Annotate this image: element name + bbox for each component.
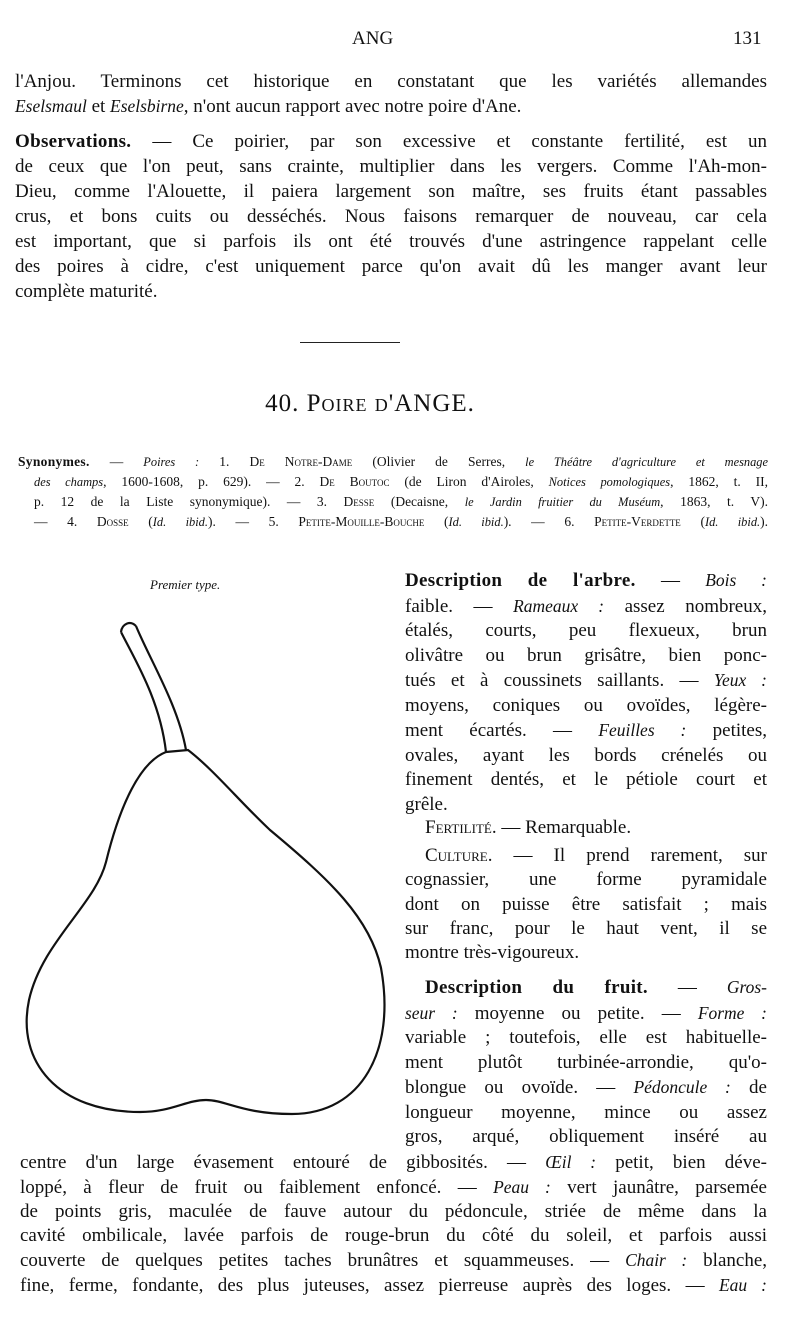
run-in-heading: Description du fruit. — [425, 977, 648, 998]
italic-text: Forme : — [697, 1002, 767, 1023]
text-run: (Olivier de Serres, — [352, 454, 526, 469]
tree-description — [405, 568, 767, 817]
text-line — [405, 768, 767, 793]
italic-text: le Jardin fruitier du Muséum — [464, 495, 661, 509]
italic-text: Feuilles : — [598, 720, 687, 740]
text-run: Dieu, comme l'Alouette, il paiera largement son maître, ses fruits étant passables — [15, 181, 767, 202]
text-line — [405, 893, 767, 917]
small-caps-text: Culture. — [425, 845, 493, 866]
text-line — [405, 941, 767, 965]
italic-text: Œil : — [545, 1152, 597, 1172]
pear-stem — [121, 623, 186, 752]
text-run: — — [647, 977, 727, 998]
italic-text: Chair : — [625, 1250, 688, 1270]
italic-text: Poires : — [143, 455, 200, 469]
text-run: cavité ombilicale, lavée parfois de rouge-brun du côté du soleil, et parfois aussi — [20, 1225, 767, 1246]
text-line — [15, 179, 767, 204]
fruit-description — [405, 975, 767, 1150]
text-line — [15, 94, 767, 119]
text-run: 1. — [199, 454, 250, 469]
text-line — [18, 472, 768, 492]
text-line — [20, 1248, 767, 1273]
text-line — [15, 129, 767, 154]
text-run: — — [89, 454, 144, 469]
text-run: ). — [760, 514, 769, 529]
text-line — [20, 1273, 767, 1298]
text-line — [405, 718, 767, 744]
fertility-paragraph — [425, 816, 767, 840]
text-run: couverte de quelques petites taches brunâtres et squammeuses. — — [20, 1250, 626, 1271]
italic-text: Rameaux : — [513, 595, 605, 616]
text-run: sur franc, pour le haut vent, il se — [405, 917, 767, 939]
synonyms-paragraph — [18, 452, 768, 532]
text-line — [405, 1001, 767, 1027]
text-run: (Decaisne, — [374, 494, 465, 509]
text-run: ovales, ayant les bords crénelés ou — [405, 744, 767, 766]
text-line — [405, 868, 767, 892]
text-run: olivâtre ou brun grisâtre, bien ponc- — [405, 644, 767, 666]
text-run: étalés, courts, peu flexueux, brun — [405, 620, 767, 641]
culture-paragraph — [405, 844, 767, 965]
text-run: — Remarquable. — [496, 817, 632, 838]
text-run: tués et à coussinets saillants. — — [405, 670, 714, 691]
italic-text: Eselsbirne — [110, 96, 184, 116]
text-run: variable ; toutefois, elle est habituelle- — [405, 1027, 767, 1048]
small-caps-text: Petite-Verdette — [594, 514, 681, 529]
text-line — [405, 568, 767, 594]
text-line — [405, 1026, 767, 1051]
text-run: finement dentés, et le pétiole court et — [405, 769, 767, 790]
running-head: ANG — [352, 28, 394, 49]
small-caps-text: Dosse — [96, 514, 129, 529]
section-title-variety: d'ANGE. — [374, 390, 475, 417]
text-line — [405, 844, 767, 868]
text-run: complète maturité. — [15, 281, 158, 302]
small-caps-text: Desse — [343, 494, 375, 509]
text-line — [15, 204, 767, 229]
italic-text: seur : — [405, 1002, 458, 1023]
text-line — [15, 154, 767, 179]
text-run: ( — [128, 514, 153, 529]
run-in-heading: Synonymes. — [18, 454, 90, 469]
text-run: ( — [424, 514, 449, 529]
text-run: cognassier, une forme pyramidale — [405, 869, 767, 891]
text-line — [405, 1101, 767, 1126]
text-run: — Il prend rarement, sur — [492, 845, 767, 866]
observations-paragraph — [15, 129, 767, 304]
text-line — [405, 793, 767, 818]
italic-text: Eselsmaul — [15, 96, 87, 116]
text-line — [18, 512, 768, 532]
text-run: de ceux que l'on peut, sans crainte, multiplier dans les vergers. Comme l'Ah-mon- — [15, 156, 767, 177]
pear-illustration — [0, 600, 400, 1130]
text-line — [405, 1075, 767, 1101]
text-run: blongue ou ovoïde. — — [405, 1077, 634, 1098]
text-line — [20, 1200, 767, 1224]
italic-text: des champs — [34, 475, 104, 489]
italic-text: Id. ibid. — [448, 515, 504, 529]
italic-text: le Théâtre d'agriculture et mesnage — [525, 455, 769, 469]
text-run: ). — 6. — [503, 514, 595, 529]
italic-text: Peau : — [493, 1177, 551, 1197]
text-run: montre très-vigoureux. — [405, 942, 580, 964]
section-number: 40. — [265, 390, 300, 417]
text-run: crus, et bons cuits ou desséchés. Nous faisons remarquer de nouveau, car cela — [15, 206, 767, 227]
fruit-description-continued — [20, 1150, 767, 1298]
italic-text: Bois : — [705, 570, 767, 590]
page-number: 131 — [733, 28, 762, 49]
section-title — [0, 390, 740, 418]
run-in-heading: Description de l'arbre. — [405, 570, 636, 591]
text-run: et — [86, 96, 111, 117]
text-run: loppé, à fleur de fruit ou faiblement enfoncé. — — [20, 1177, 494, 1198]
text-line — [20, 1224, 767, 1248]
text-run: de — [730, 1077, 767, 1098]
text-run: ment plutôt turbinée-arrondie, qu'o- — [405, 1051, 767, 1073]
italic-text: Id. ibid. — [152, 515, 208, 529]
text-run: de points gris, maculée de fauve autour du pédoncule, striée de même dans la — [20, 1201, 767, 1222]
text-line — [405, 1051, 767, 1076]
text-run: (de Liron d'Airoles, — [389, 474, 549, 489]
italic-text: Notices pomologiques — [548, 475, 671, 489]
text-run: est important, que si parfois ils ont été trouvés d'une astringence rappelant celle — [15, 231, 767, 252]
text-run: grêle. — [405, 793, 448, 815]
text-run: , 1862, t. II, — [670, 474, 768, 489]
text-run: assez nombreux, — [604, 595, 767, 617]
text-run: gros, arqué, obliquement inséré au — [405, 1126, 767, 1147]
text-line — [20, 1175, 767, 1200]
text-run: moyens, coniques ou ovoïdes, légère- — [405, 694, 767, 716]
text-run: , n'ont aucun rapport avec notre poire d'Ane. — [183, 96, 522, 117]
text-run: ( — [680, 514, 705, 529]
text-line — [425, 816, 767, 840]
text-run: , 1863, t. V). — [660, 494, 768, 509]
text-run: centre d'un large évasement entouré de gibbosités. — — [20, 1152, 546, 1173]
text-run: — Ce poirier, par son excessive et constante fertilité, est un — [131, 131, 767, 152]
text-run: — 4. — [34, 514, 97, 529]
text-line — [15, 70, 767, 94]
text-line — [405, 1125, 767, 1150]
text-run: ment écartés. — — [405, 720, 599, 741]
text-line — [405, 694, 767, 719]
text-run: longueur moyenne, mince ou assez — [405, 1101, 767, 1123]
text-line — [405, 594, 767, 620]
italic-text: Id. ibid. — [704, 515, 761, 529]
text-line — [405, 975, 767, 1001]
text-line — [405, 744, 767, 769]
text-line — [18, 492, 768, 512]
italic-text: Gros- — [726, 977, 767, 997]
text-run: blanche, — [687, 1250, 767, 1271]
text-run: vert jaunâtre, parsemée — [550, 1177, 767, 1198]
small-caps-text: De Notre-Dame — [249, 454, 353, 469]
italic-text: Eau : — [719, 1275, 767, 1295]
small-caps-text: De Boutoc — [319, 474, 390, 489]
text-line — [20, 1150, 767, 1175]
text-line — [405, 644, 767, 669]
text-run: — — [635, 570, 706, 591]
text-line — [405, 619, 767, 644]
text-run: moyenne ou petite. — — [457, 1002, 698, 1024]
intro-paragraph — [15, 70, 767, 119]
text-line — [15, 279, 767, 304]
text-line — [405, 917, 767, 941]
text-line — [15, 229, 767, 254]
figure-caption: Premier type. — [150, 577, 221, 592]
text-run: petit, bien déve- — [596, 1152, 767, 1173]
small-caps-text: Fertilité. — [425, 817, 497, 838]
run-in-heading: Observations. — [15, 131, 132, 152]
text-run: l'Anjou. Terminons cet historique en constatant que les variétés allemandes — [15, 71, 767, 92]
text-run: p. 12 de la Liste synonymique). — 3. — [34, 494, 344, 509]
section-title-name: Poire — [306, 390, 368, 417]
pear-outline — [27, 750, 385, 1114]
text-run: faible. — — [405, 595, 514, 617]
text-line — [405, 668, 767, 694]
text-line — [15, 254, 767, 279]
text-line — [18, 452, 768, 472]
text-run: ). — 5. — [207, 514, 299, 529]
section-divider — [300, 342, 400, 343]
text-run: des poires à cidre, c'est uniquement parce qu'on avait dû les manger avant leur — [15, 256, 767, 277]
text-run: dont on puisse être satisfait ; mais — [405, 893, 767, 915]
italic-text: Pédoncule : — [633, 1077, 731, 1097]
text-run: petites, — [686, 720, 767, 741]
text-run: , 1600-1608, p. 629). — 2. — [103, 474, 320, 489]
small-caps-text: Petite-Mouille-Bouche — [298, 514, 425, 529]
italic-text: Yeux : — [713, 670, 767, 690]
text-run: fine, ferme, fondante, des plus juteuses, assez pierreuse auprès des loges. — — [20, 1275, 719, 1296]
